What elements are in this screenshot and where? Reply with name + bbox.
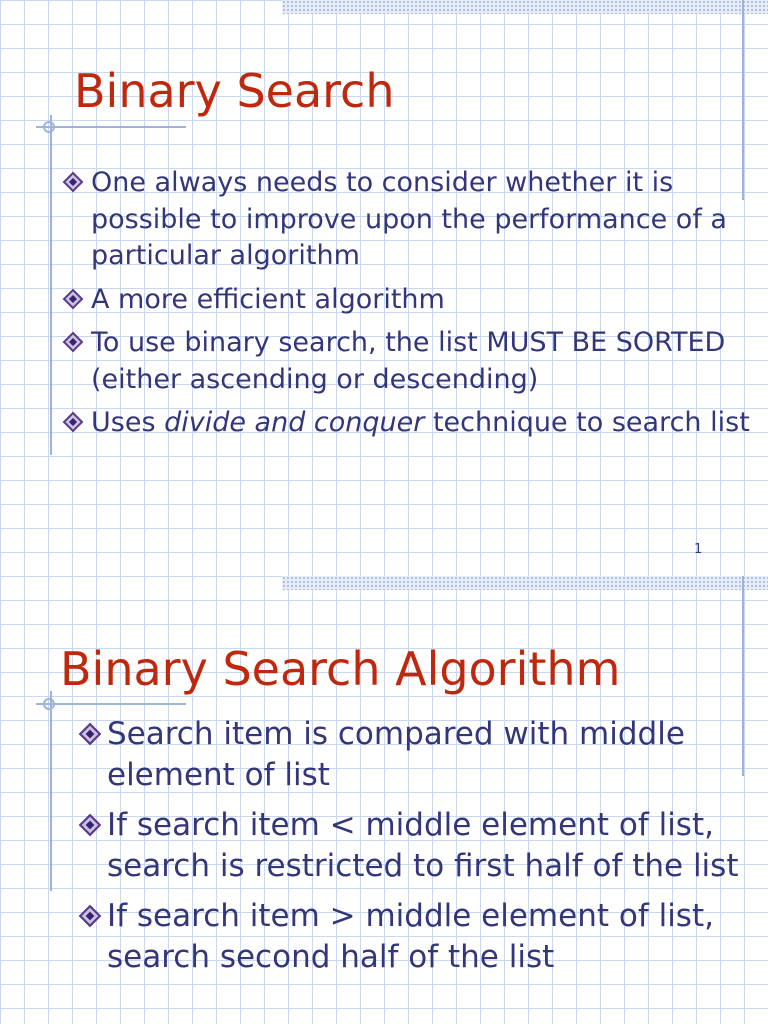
diamond-bullet-icon [78, 813, 102, 837]
title-underline [36, 126, 186, 128]
diamond-bullet-icon [62, 331, 84, 353]
decorative-circle [43, 698, 55, 710]
bullet-item [62, 325, 752, 398]
bullet-text: Search item is compared with middle element of list [107, 716, 685, 793]
slide-top-decorative-bar [282, 0, 768, 14]
bullet-text: If search item > middle element of list, search second half of the list [107, 898, 714, 975]
slide-title: Binary Search [74, 64, 395, 118]
bullet-item [78, 896, 758, 978]
slide-page-number: 1 [694, 542, 703, 557]
bullet-list [62, 165, 752, 449]
bullet-item [62, 165, 752, 275]
bullet-text-emphasis: divide and conquer [164, 407, 425, 438]
slide-top-decorative-bar [282, 576, 768, 590]
slide-left-decorative-line [50, 115, 52, 455]
title-underline [36, 703, 186, 705]
bullet-item [78, 805, 758, 887]
bullet-item [78, 714, 758, 796]
slide-title: Binary Search Algorithm [60, 642, 621, 696]
decorative-circle [43, 121, 55, 133]
bullet-text: If search item < middle element of list, search is restricted to first half of the list [107, 807, 739, 884]
diamond-bullet-icon [78, 904, 102, 928]
bullet-item [62, 282, 752, 319]
diamond-bullet-icon [62, 288, 84, 310]
diamond-bullet-icon [62, 411, 84, 433]
bullet-list [78, 714, 758, 987]
bullet-text: To use binary search, the list MUST BE SORTED (either ascending or descending) [91, 327, 726, 395]
bullet-text: A more efficient algorithm [91, 283, 445, 315]
slide-left-decorative-line [50, 691, 52, 891]
diamond-bullet-icon [62, 171, 84, 193]
slide-2 [0, 576, 768, 1024]
bullet-item [62, 405, 752, 442]
bullet-text-prefix: Uses [91, 407, 165, 438]
diamond-bullet-icon [78, 722, 102, 746]
bullet-text: One always needs to consider whether it is possible to improve upon the performance of a particular algorithm [91, 167, 727, 271]
bullet-text-suffix: technique to search list [424, 407, 750, 438]
